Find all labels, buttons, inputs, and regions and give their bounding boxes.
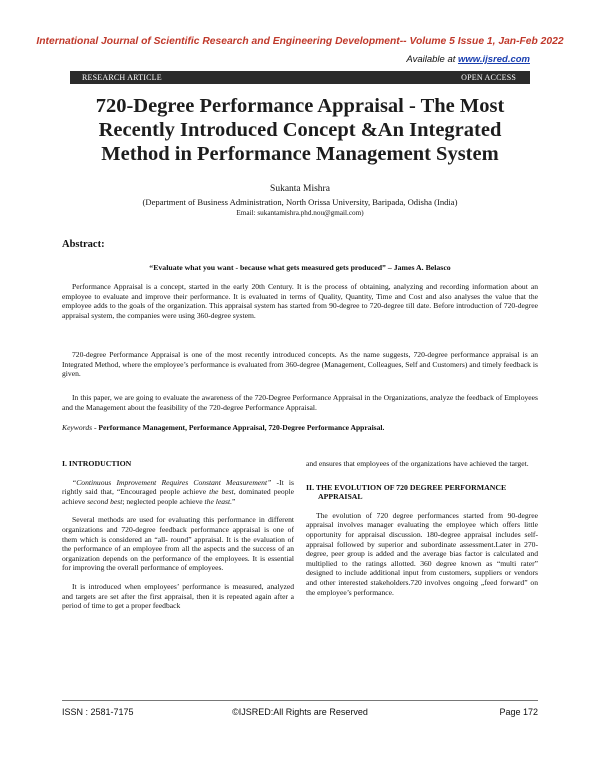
intro-continuation: and ensures that employees of the organizations have achieved the target. bbox=[306, 459, 529, 468]
intro-quote-part: “Continuous Improvement Requires Constant Measurement” bbox=[72, 477, 272, 487]
author-affiliation: (Department of Business Administration, North Orissa University, Baripada, Odisha (India) bbox=[142, 197, 458, 207]
abstract-paragraph-text: Performance Appraisal is a concept, started in the early 20th Century. It is the process of obtaining, analyzing and recording information about an employee to evaluate and improve their performance. It is evaluated in terms of Quality, Quantity, Time and Cost and also analyses the value that the employee adds to the goals of the organization. This appraisal system has started from 90-degree to 720-degree till date. Before introduction of 720-degree appraisal system, the companies were using 360-degree system. bbox=[62, 282, 538, 320]
intro-quote-part: -It is rightly said that, “Encouraged people achieve bbox=[62, 477, 294, 497]
open-access-label: OPEN ACCESS bbox=[461, 73, 516, 82]
intro-quote-part: the least. bbox=[204, 496, 232, 506]
intro-paragraph-text: It is introduced when employees’ performance is measured, analyzed and targets are set after the first appraisal, then it is repeated again after a period of time to get a proper feedback bbox=[62, 581, 294, 611]
available-prefix: Available at bbox=[406, 54, 459, 65]
author-name: Sukanta Mishra bbox=[270, 184, 330, 194]
intro-quote bbox=[62, 478, 294, 507]
intro-quote-part: ; neglected people achieve bbox=[122, 496, 205, 506]
paper-title bbox=[60, 94, 540, 166]
evolution-paragraph-text: The evolution of 720 degree performances started from 90-degree appraisal involves manager evaluating the employee which offers little opportunity for appraisal discussion. 180-degree appraisal includes self-appraisal followed by superior and subordinate assessment.Later in 270-degree, peer group is added and the average bias factor is calculated and multiplied to the ratings allotted. 360 degree known as “multi rater” designed to include additional input from customers, suppliers or vendors and other interested stakeholders.720 involves ongoing „feed forward” on the employee’s performance. bbox=[306, 510, 538, 597]
intro-quote-part: second best bbox=[87, 496, 123, 506]
intro-paragraph-text: Several methods are used for evaluating this performance in different organizations and 720-degree feedback performance appraisal is one of them which is considered an “all- round” appraisal. It is the evaluation of the performance of an employee from all the aspects and the success of an organization depends on the performance of the employees. It is essential for improving the overall performance of employees. bbox=[62, 515, 294, 573]
title-line: Method in Performance Management System bbox=[101, 143, 499, 165]
evolution-paragraph bbox=[306, 511, 538, 597]
journal-link[interactable]: www.ijsred.com bbox=[458, 54, 530, 65]
abstract-quote: “Evaluate what you want - because what gets measured gets produced” – James A. Belasco bbox=[149, 263, 451, 272]
abstract-paragraph-text: 720-degree Performance Appraisal is one of the most recently introduced concepts. As the name suggests, 720-degree performance appraisal is an Integrated Method, where the employee’s performance is evaluated from 360-degree (Management, Colleagues, Self and Customers) and timely feedback is given. bbox=[62, 350, 538, 379]
section-heading-evolution: II. THE EVOLUTION OF 720 DEGREE PERFORMANCE APPRAISAL bbox=[306, 482, 507, 502]
abstract-heading: Abstract: bbox=[62, 239, 105, 250]
title-line: 720-Degree Performance Appraisal - The Most bbox=[95, 95, 505, 117]
intro-quote-part: , dominated people achieve bbox=[62, 487, 294, 506]
footer-page-number: Page 172 bbox=[499, 707, 538, 717]
article-type-bar bbox=[70, 71, 530, 84]
intro-quote-part: ” bbox=[231, 496, 236, 506]
intro-paragraph bbox=[62, 515, 294, 573]
footer-issn: ISSN : 2581-7175 bbox=[62, 707, 134, 717]
availability-line bbox=[406, 54, 530, 65]
abstract-paragraph-text: In this paper, we are going to evaluate the awareness of the 720-Degree Performance Appraisal in the Organizations, analyze the feedback of Employees and the Management about the feasibility of the 720-degree Performance Appraisal. bbox=[62, 393, 538, 412]
keywords-text: Performance Management, Performance Appraisal, 720-Degree Performance Appraisal. bbox=[98, 423, 385, 432]
research-article-label: RESEARCH ARTICLE bbox=[82, 73, 162, 82]
right-column bbox=[306, 459, 538, 597]
intro-quote-part: the best bbox=[209, 487, 234, 497]
journal-header: International Journal of Scientific Research and Engineering Development-- Volume 5 Issue 1, Jan-Feb 2022 bbox=[36, 36, 564, 47]
author-email: Email: sukantamishra.phd.nou@gmail.com) bbox=[236, 209, 364, 217]
abstract-paragraph bbox=[62, 282, 538, 320]
left-column bbox=[62, 459, 294, 611]
abstract-paragraph bbox=[62, 350, 538, 379]
intro-paragraph bbox=[62, 582, 294, 611]
keywords-label: Keywords - bbox=[62, 423, 99, 432]
keywords bbox=[62, 423, 538, 432]
section-heading-introduction: I. INTRODUCTION bbox=[62, 459, 132, 468]
title-line: Recently Introduced Concept &An Integrated bbox=[98, 119, 502, 141]
abstract-paragraph bbox=[62, 393, 538, 412]
footer-copyright: ©IJSRED:All Rights are Reserved bbox=[232, 707, 368, 717]
footer-rule bbox=[62, 700, 538, 701]
